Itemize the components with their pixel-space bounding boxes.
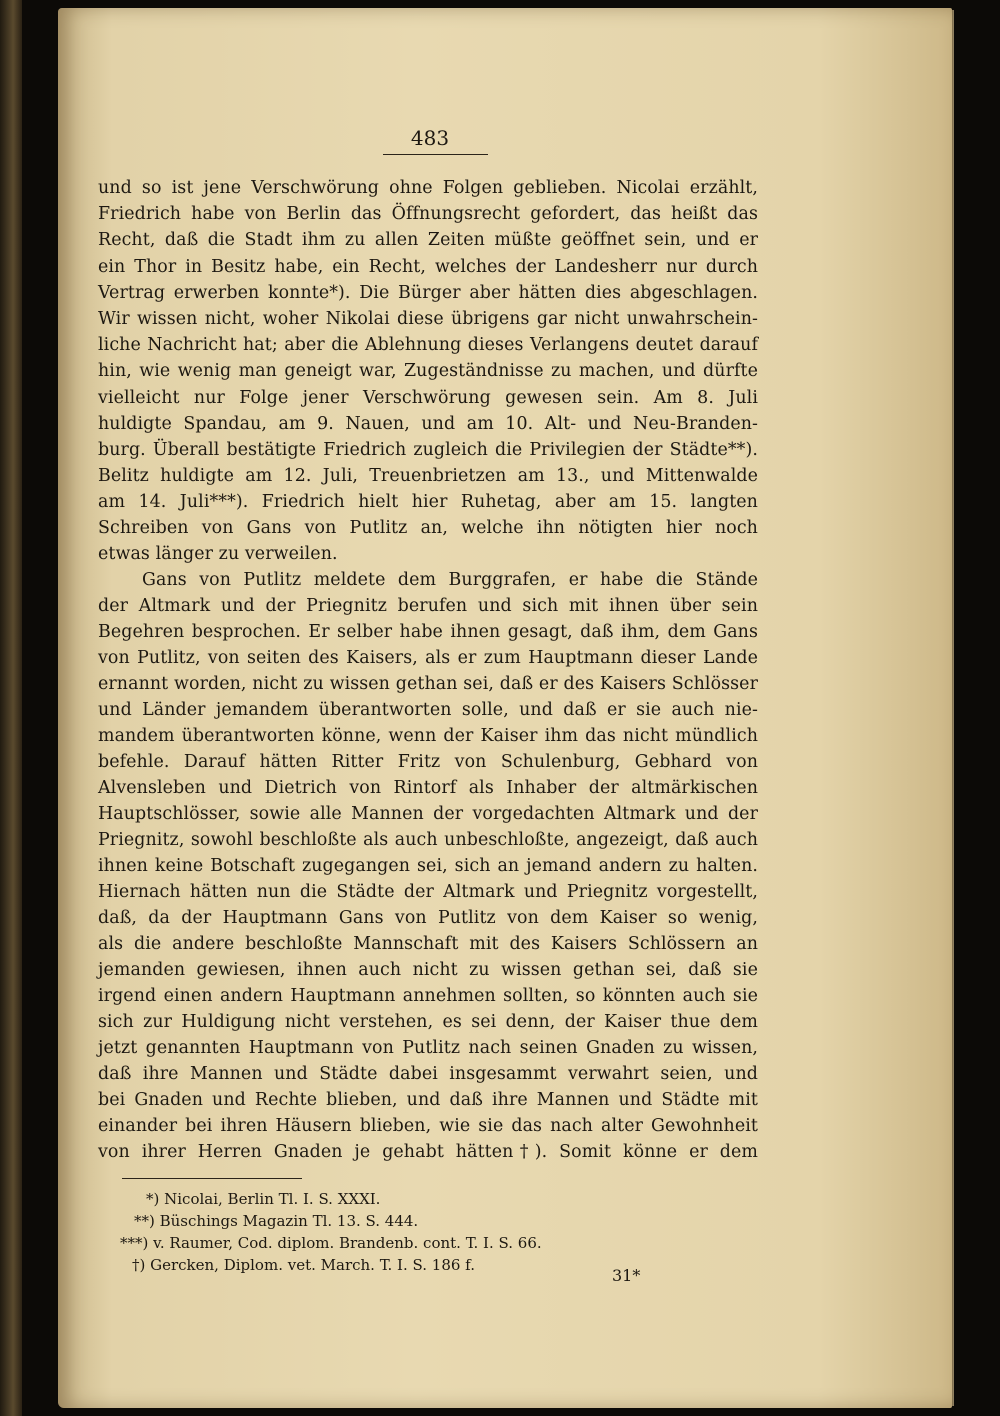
text-line: der Altmark und der Priegnitz berufen und sich mit ihnen über sein	[98, 596, 758, 616]
text-line: Priegnitz, sowohl beschloßte als auch unbeschloßte, angezeigt, daß auch	[98, 830, 758, 850]
header-rule	[383, 154, 488, 155]
page-number: 483	[410, 126, 450, 150]
text-line: Friedrich habe von Berlin das Öffnungsrecht gefordert, das heißt das	[98, 204, 758, 224]
text-line: Wir wissen nicht, woher Nikolai diese übrigens gar nicht unwahrschein-	[98, 309, 758, 329]
text-line: einander bei ihren Häusern blieben, wie sie das nach alter Gewohnheit	[98, 1116, 758, 1136]
text-line: als die andere beschloßte Mannschaft mit des Kaisers Schlössern an	[98, 934, 758, 954]
text-line: daß, da der Hauptmann Gans von Putlitz von dem Kaiser so wenig,	[98, 908, 758, 928]
footnote-rule	[122, 1178, 302, 1179]
text-line: vielleicht nur Folge jener Verschwörung gewesen sein. Am 8. Juli	[98, 388, 758, 408]
text-line: daß ihre Mannen und Städte dabei insgesammt verwahrt seien, und	[98, 1064, 758, 1084]
text-line: ein Thor in Besitz habe, ein Recht, welches der Landesherr nur durch	[98, 257, 758, 277]
footnote: *) Nicolai, Berlin Tl. I. S. XXXI.	[146, 1190, 381, 1208]
text-line: burg. Überall bestätigte Friedrich zugleich die Privilegien der Städte**).	[98, 440, 758, 460]
text-line: und so ist jene Verschwörung ohne Folgen geblieben. Nicolai erzählt,	[98, 178, 758, 198]
previous-page-edge	[0, 0, 22, 1416]
text-line: hin, wie wenig man geneigt war, Zugeständnisse zu machen, und dürfte	[98, 361, 758, 381]
text-line: Belitz huldigte am 12. Juli, Treuenbrietzen am 13., und Mittenwalde	[98, 466, 758, 486]
text-line: am 14. Juli***). Friedrich hielt hier Ruhetag, aber am 15. langten	[98, 492, 758, 512]
text-line: Schreiben von Gans von Putlitz an, welche ihn nötigten hier noch	[98, 518, 758, 538]
text-line: irgend einen andern Hauptmann annehmen sollten, so könnten auch sie	[98, 986, 758, 1006]
text-line: von Putlitz, von seiten des Kaisers, als er zum Hauptmann dieser Lande	[98, 648, 758, 668]
text-line: sich zur Huldigung nicht verstehen, es sei denn, der Kaiser thue dem	[98, 1012, 758, 1032]
text-line: bei Gnaden und Rechte blieben, und daß ihre Mannen und Städte mit	[98, 1090, 758, 1110]
text-line: von ihrer Herren Gnaden je gehabt hätten†). Somit könne er dem	[98, 1142, 758, 1162]
footnote: ***) v. Raumer, Cod. diplom. Brandenb. cont. T. I. S. 66.	[120, 1234, 542, 1252]
text-line: Hauptschlösser, sowie alle Mannen der vorgedachten Altmark und der	[98, 804, 758, 824]
sheet-signature: 31*	[612, 1266, 641, 1285]
text-line: jetzt genannten Hauptmann von Putlitz nach seinen Gnaden zu wissen,	[98, 1038, 758, 1058]
text-line: Hiernach hätten nun die Städte der Altmark und Priegnitz vorgestellt,	[98, 882, 758, 902]
text-line: etwas länger zu verweilen.	[98, 544, 338, 564]
text-line: liche Nachricht hat; aber die Ablehnung dieses Verlangens deutet darauf	[98, 335, 758, 355]
text-line: Begehren besprochen. Er selber habe ihnen gesagt, daß ihm, dem Gans	[98, 622, 758, 642]
footnote: **) Büschings Magazin Tl. 13. S. 444.	[134, 1212, 419, 1230]
text-line: Vertrag erwerben konnte*). Die Bürger aber hätten dies abgeschlagen.	[98, 283, 758, 303]
text-line: jemanden gewiesen, ihnen auch nicht zu wissen gethan sei, daß sie	[98, 960, 758, 980]
text-line: Alvensleben und Dietrich von Rintorf als Inhaber der altmärkischen	[98, 778, 758, 798]
text-line: mandem überantworten könne, wenn der Kaiser ihm das nicht mündlich	[98, 726, 758, 746]
footnote: †) Gercken, Diplom. vet. March. T. I. S. 186 f.	[132, 1256, 475, 1274]
text-line: Recht, daß die Stadt ihm zu allen Zeiten müßte geöffnet sein, und er	[98, 230, 758, 250]
text-line: befehle. Darauf hätten Ritter Fritz von Schulenburg, Gebhard von	[98, 752, 758, 772]
text-line: ihnen keine Botschaft zugegangen sei, sich an jemand andern zu halten.	[98, 856, 758, 876]
text-line: und Länder jemandem überantworten solle, und daß er sie auch nie-	[98, 700, 758, 720]
text-line: huldigte Spandau, am 9. Nauen, und am 10. Alt- und Neu-Branden-	[98, 414, 758, 434]
text-line: ernannt worden, nicht zu wissen gethan sei, daß er des Kaisers Schlösser	[98, 674, 758, 694]
text-line: Gans von Putlitz meldete dem Burggrafen, er habe die Stände	[142, 570, 758, 590]
